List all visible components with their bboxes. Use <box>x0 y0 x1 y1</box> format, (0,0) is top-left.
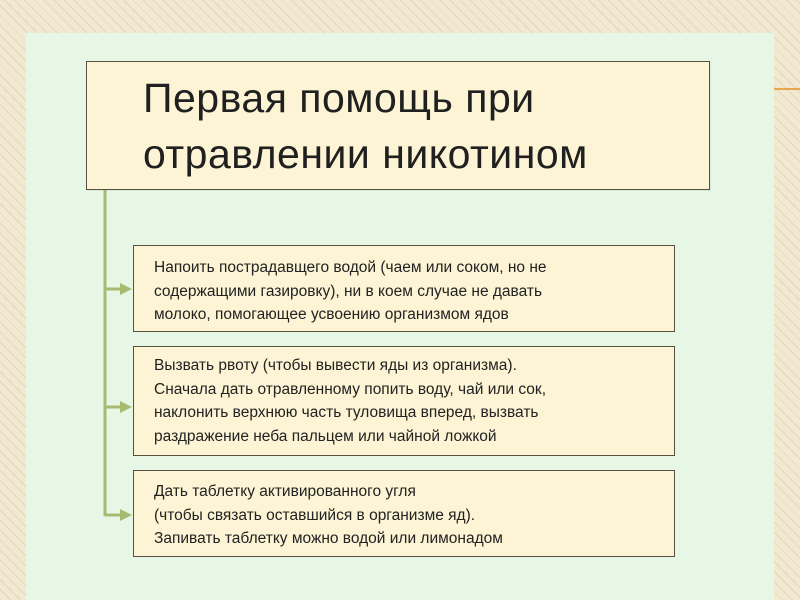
step-box-3: Дать таблетку активированного угля (чтобы связать оставшийся в организме яд). Запивать таблетку можно водой или лимонадом <box>133 470 675 557</box>
branch-arrow-1 <box>105 283 132 295</box>
branch-arrow-2 <box>105 401 132 413</box>
step-box-1: Напоить пострадавщего водой (чаем или соком, но не содержащими газировку), ни в коем случае не давать молоко, помогающее усвоению организмом ядов <box>133 245 675 332</box>
branch-arrow-3 <box>105 509 132 521</box>
diagram-title: Первая помощь при отравлении никотином <box>143 74 588 177</box>
title-box <box>86 61 710 190</box>
step-box-2: Вызвать рвоту (чтобы вывести яды из организма). Сначала дать отравленному попить воду, чай или сок, наклонить верхнюю часть туловища вперед, вызвать раздражение неба пальцем или чайной ложкой <box>133 346 675 456</box>
